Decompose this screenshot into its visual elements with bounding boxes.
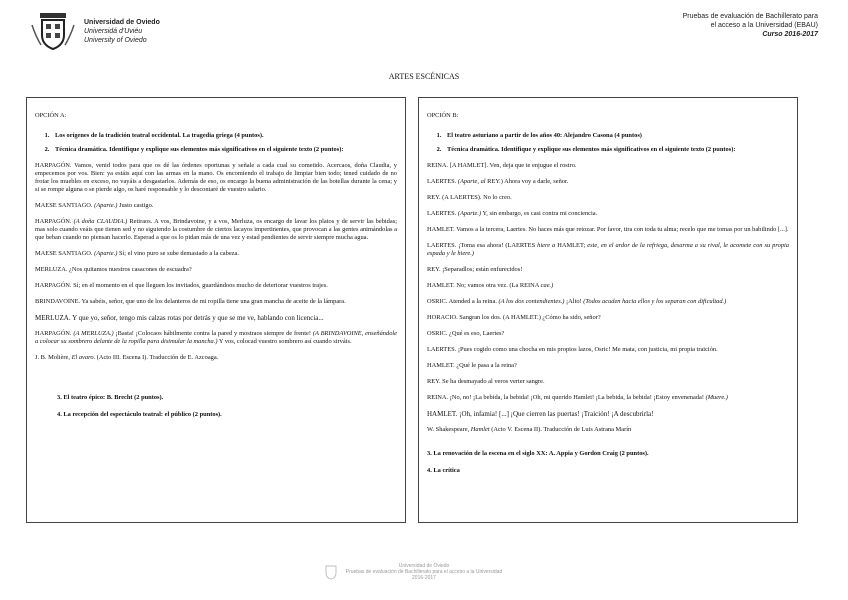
dialogue-line: HAMLET. No; vamos otra vez. (La REINA cae.) <box>427 282 554 289</box>
option-a-panel <box>26 97 406 523</box>
text-paragraph: HARPAGÓN. (A doña CLAUDIA.) Retiraos. A vos, Brindavoine, y a vos, Merluza, os encargo de lavar los platos y de servir las bebidas; mas solo cuando veáis que tienen sed y no siguiendo la costumbre de ciertos lacayos impertinentes, que provocan a las gentes animándolas a que beban cuando no piensan hacerlo. Esperad a que os lo pidan más de una vez y estad pendientes de servir siempre mucha agua. <box>35 218 397 241</box>
option-a-questions <box>35 132 397 154</box>
text-paragraph: HARPAGÓN. (A MERLUZA.) ¡Basta! ¡Colocaos hábilmente contra la pared y mostraos siempre de frente! (A BRINDAVOINE, enseñándole a colocar su sombrero delante de la ropilla para disimular la mancha.) Y vos, colocad vuestro sombrero así cuando sirváis. <box>35 330 398 345</box>
university-name <box>84 18 160 45</box>
option-b-panel <box>418 97 798 523</box>
option-b-question-1: 1. El teatro asturiano a partir de los años 40: Alejandro Casona (4 puntos) <box>443 132 789 140</box>
option-a-question-2: 2. Técnica dramática. Identifique y explique sus elementos más significativos en el siguiente texto (2 puntos): <box>51 146 397 154</box>
dialogue-line: REINA. [A HAMLET]. Ven, deja que te enjugue el rostro. <box>427 162 577 169</box>
text-paragraph: MERLUZA. Y que yo, señor, tengo mis calzas rotas por detrás y que se me ve, hablando con licencia... <box>35 314 324 322</box>
text-paragraph: MAESE SANTIAGO. (Aparte.) Sí; el vino puro se sube demasiado a la cabeza. <box>35 250 239 257</box>
option-a-label: OPCIÓN A: <box>35 112 67 119</box>
dialogue-line: REY. Se ha desmayado al veros verter sangre. <box>427 378 545 385</box>
dialogue-line: OSRIC. Atended a la reina. (A los dos contendientes.) ¡Alto! (Todos acuden hacia ellos y los separan con dificultad.) <box>427 298 727 305</box>
option-b-questions <box>427 132 789 154</box>
source-citation: J. B. Molière, El avaro. (Acto III. Escena I). Traducción de E. Azcoaga. <box>35 354 219 361</box>
footer-line3: 2016-2017 <box>412 575 436 581</box>
dialogue-line: LAERTES. ¡Toma esa ahora! (LAERTES hiere a HAMLET; este, en el ardor de la refriega, desarma a su rival, le acomete con su propia espada y le hiere.) <box>427 242 789 257</box>
text-paragraph: MAESE SANTIAGO. (Aparte.) Justo castigo. <box>35 202 154 209</box>
university-name-en: University of Oviedo <box>84 37 147 44</box>
footer-line1: Universidad de Oviedo <box>398 563 450 569</box>
exam-title-line2: el acceso a la Universidad (EBAU) <box>710 22 818 29</box>
university-name-es: Universidad de Oviedo <box>84 19 160 26</box>
university-crest-icon <box>28 11 78 51</box>
dialogue-line: REINA. ¡No, no! ¡La bebida, la bebida! ¡Oh, mi querido Hamlet! ¡La bebida, la bebida! ¡Estoy envenenada! (Muere.) <box>427 394 728 401</box>
dialogue-line: OSRIC. ¿Qué es eso, Laertes? <box>427 330 505 337</box>
dialogue-line: LAERTES. ¡Pues cogido como una chocha en mis propios lazos, Osric! Me mata, con justicia, mi propia traición. <box>427 346 718 353</box>
dialogue-line: HAMLET. ¿Qué le pasa a la reina? <box>427 362 517 369</box>
footer-line2: Pruebas de evaluación de Bachillerato para el acceso a la Universidad <box>345 569 503 575</box>
source-citation: W. Shakespeare, Hamlet (Acto V. Escena II). Traducción de Luis Astrana Marín <box>427 426 632 433</box>
option-b-question-2: 2. Técnica dramática. Identifique y explique sus elementos más significativos en el siguiente texto (2 puntos): <box>443 146 789 154</box>
option-b-label: OPCIÓN B: <box>427 112 459 119</box>
option-a-question-1: 1. Los orígenes de la tradición teatral occidental. La tragedia griega (4 puntos). <box>51 132 397 140</box>
page-footer <box>0 563 848 581</box>
dialogue-line: HAMLET. Vamos a la tercera, Laertes. No haces más que retozar. Por favor, tira con toda tu alma; recelo que me tomas por un babilindo [...]. <box>427 226 789 233</box>
dialogue-line: REY. ¡Separadlos; están enfurecidos! <box>427 266 523 273</box>
option-b-question-4: 4. La crítica <box>427 467 460 474</box>
text-paragraph: MERLUZA. ¿Nos quitamos nuestros casacones de escuadra? <box>35 266 192 273</box>
option-a-question-4: 4. La recepción del espectáculo teatral: el público (2 puntos). <box>57 411 222 418</box>
option-a-question-3: 3. El teatro épico: B. Brecht (2 puntos). <box>57 394 164 401</box>
exam-course: Curso 2016-2017 <box>762 31 818 38</box>
text-paragraph: BRINDAVOINE. Ya sabéis, señor, que uno de los delanteros de mi ropilla tiene una gran mancha de aceite de la lámpara. <box>35 298 346 305</box>
university-name-ast: Universidá d'Uviéu <box>84 28 143 35</box>
dialogue-line: LAERTES. (Aparte, al REY.) Ahora voy a darle, señor. <box>427 178 569 185</box>
dialogue-line: REY. (A LAERTES). No lo creo. <box>427 194 512 201</box>
exam-title-line1: Pruebas de evaluación de Bachillerato para <box>682 13 818 20</box>
text-paragraph: HARPAGÓN. Vamos, venid todos para que os dé las órdenes oportunas y señale a cada cual su cometido. Acercaos, doña Claudia, y empecemos por vos. Bien: ya estáis aquí con las armas en la mano. Os encomiendo el trabajo de limpiar bien todo; tened cuidado de no frotar los muebles en exceso, no vayáis a desgastarlos. Además de eso, os encargo la buena administración de las botellas durante la cena; y si se rompe alguna o se pierde algo, os haré responsable y lo descontaré de vuestro salario. <box>35 162 397 193</box>
dialogue-line: LAERTES. (Aparte.) Y, sin embargo, es casi contra mi conciencia. <box>427 210 598 217</box>
page-title: ARTES ESCÉNICAS <box>388 72 460 81</box>
text-paragraph: HARPAGÓN. Sí; en el momento en el que lleguen los invitados, guardándoos mucho de deteriorar vuestros trajes. <box>35 282 328 289</box>
exam-header <box>628 12 818 39</box>
dialogue-line: HORACIO. Sangran los dos. (A HAMLET.) ¿Cómo ha sido, señor? <box>427 314 601 321</box>
dialogue-line: HAMLET. ¡Oh, infamia! [...] ¡Que cierren las puertas! ¡Traición! ¡A descubrirla! <box>427 410 654 418</box>
option-b-question-3: 3. La renovación de la escena en el siglo XX: A. Appia y Gordon Craig (2 puntos). <box>427 450 649 457</box>
